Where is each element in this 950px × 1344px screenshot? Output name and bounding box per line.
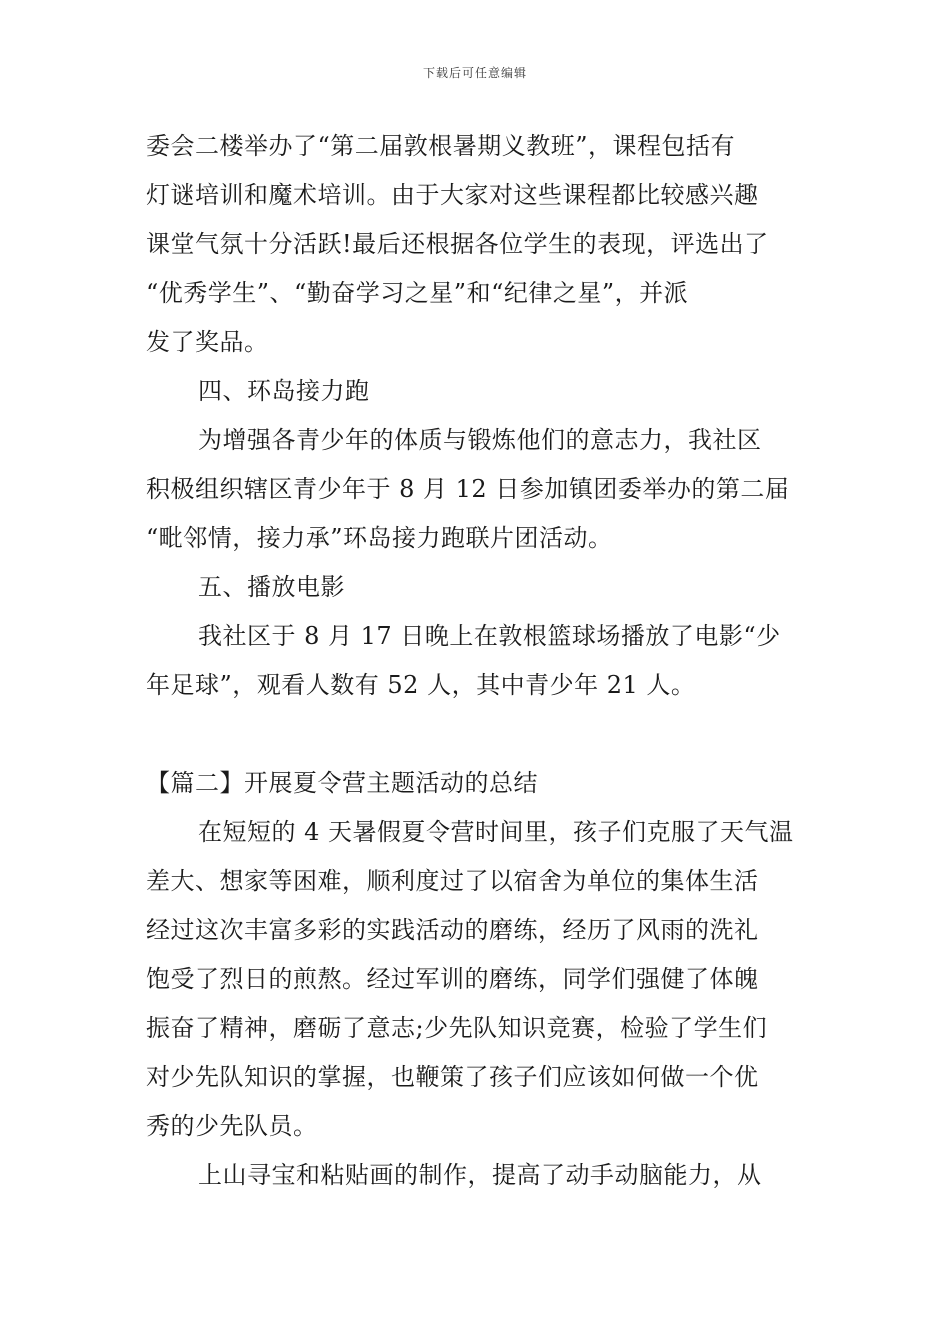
text-line: “优秀学生”、“勤奋学习之星”和“纪律之星”，并派 bbox=[146, 279, 689, 307]
text-line: “毗邻情，接力承”环岛接力跑联片团活动。 bbox=[146, 524, 613, 552]
page-header: 下载后可任意编辑 bbox=[422, 66, 527, 80]
document-body bbox=[146, 122, 811, 1200]
text-line: 年足球”，观看人数有 52 人，其中青少年 21 人。 bbox=[146, 671, 696, 699]
section-heading: 四、环岛接力跑 bbox=[198, 377, 370, 405]
article-title: 【篇二】开展夏令营主题活动的总结 bbox=[146, 769, 538, 797]
text-line: 饱受了烈日的煎熬。经过军训的磨练，同学们强健了体魄 bbox=[146, 965, 759, 993]
section-heading: 五、播放电影 bbox=[198, 573, 345, 601]
text-line: 灯谜培训和魔术培训。由于大家对这些课程都比较感兴趣 bbox=[146, 181, 759, 209]
paragraph-start: 上山寻宝和粘贴画的制作，提高了动手动脑能力，从 bbox=[198, 1161, 762, 1189]
text-line: 发了奖品。 bbox=[146, 328, 269, 356]
paragraph-start: 在短短的 4 天暑假夏令营时间里，孩子们克服了天气温 bbox=[198, 818, 794, 846]
text-line: 对少先队知识的掌握，也鞭策了孩子们应该如何做一个优 bbox=[146, 1063, 759, 1091]
text-line: 课堂气氛十分活跃!最后还根据各位学生的表现，评选出了 bbox=[146, 230, 769, 258]
text-line: 秀的少先队员。 bbox=[146, 1112, 318, 1140]
text-line: 经过这次丰富多彩的实践活动的磨练，经历了风雨的洗礼 bbox=[146, 916, 759, 944]
paragraph-start: 我社区于 8 月 17 日晚上在敦根篮球场播放了电影“少 bbox=[198, 622, 781, 650]
blank-line bbox=[146, 710, 811, 759]
text-line: 振奋了精神，磨砺了意志;少先队知识竞赛，检验了学生们 bbox=[146, 1014, 768, 1042]
text-line: 积极组织辖区青少年于 8 月 12 日参加镇团委举办的第二届 bbox=[146, 475, 790, 503]
paragraph-start: 为增强各青少年的体质与锻炼他们的意志力，我社区 bbox=[198, 426, 762, 454]
text-line: 委会二楼举办了“第二届敦根暑期义教班”，课程包括有 bbox=[146, 132, 736, 160]
text-line: 差大、想家等困难，顺利度过了以宿舍为单位的集体生活 bbox=[146, 867, 759, 895]
